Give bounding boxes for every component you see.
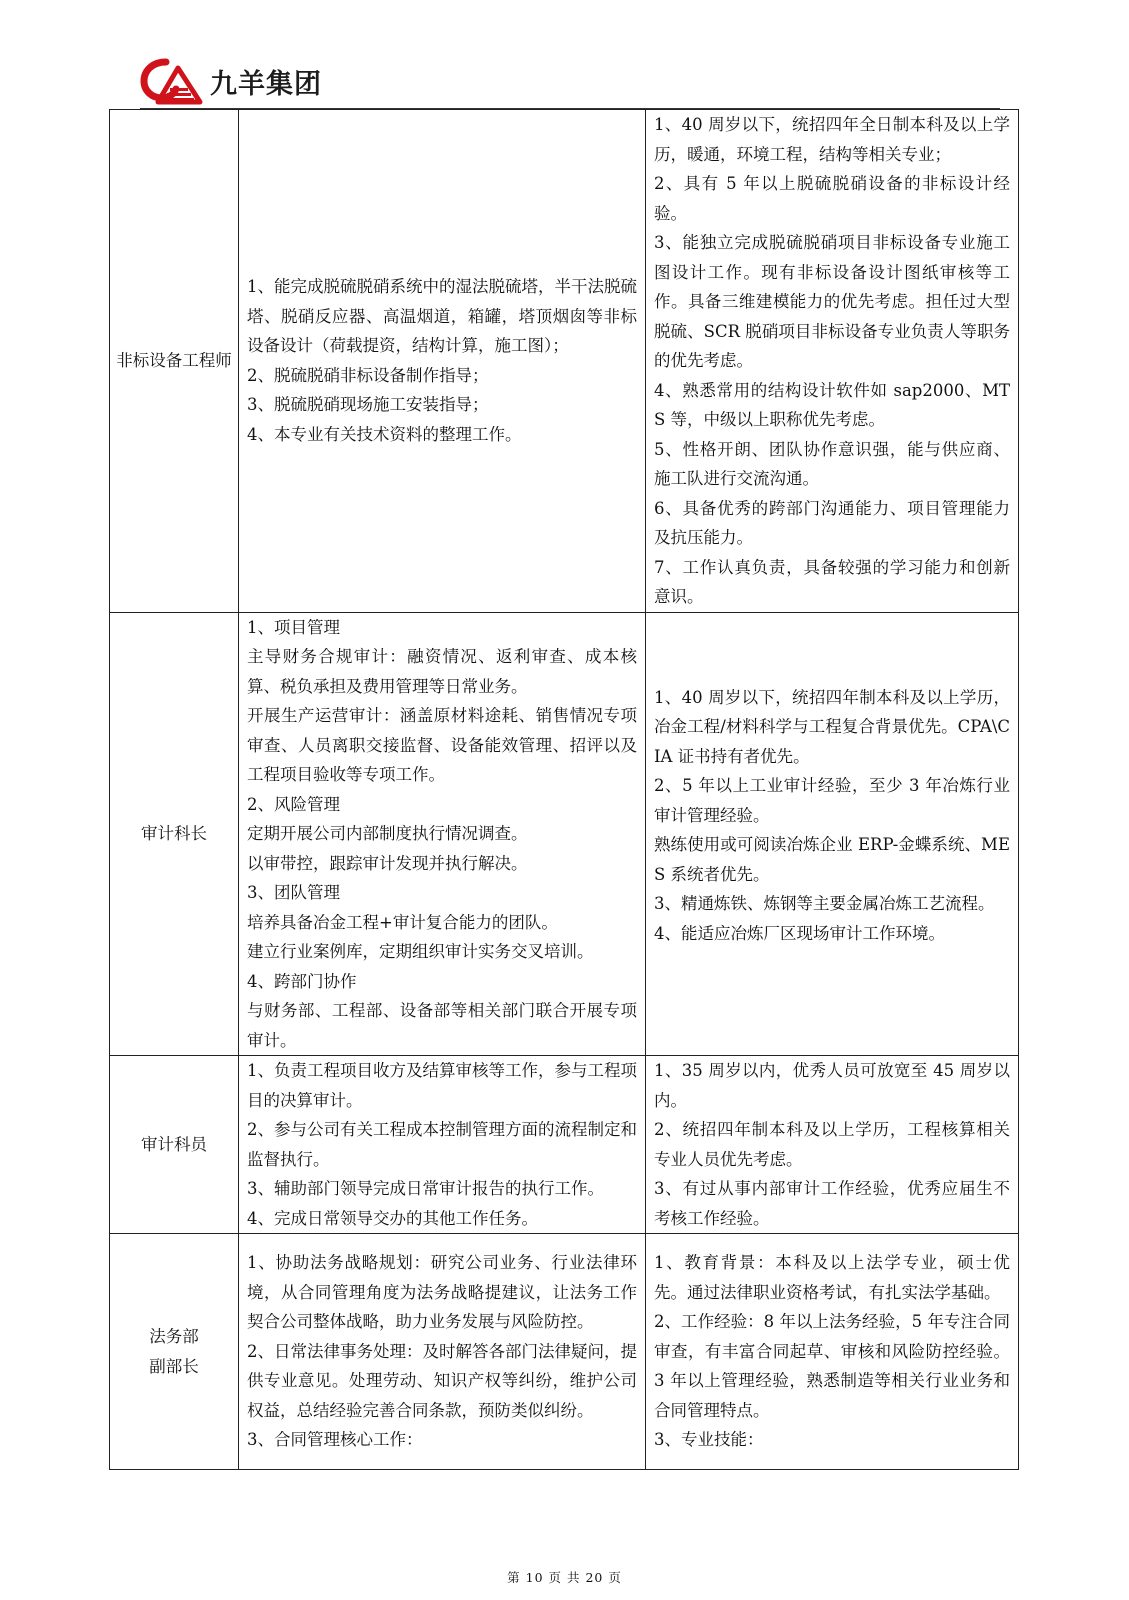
duty-item: 1、负责工程项目收方及结算审核等工作，参与工程项目的决算审计。 [247,1061,637,1110]
duties-cell [239,110,646,613]
requirements-cell [646,612,1019,1056]
requirement-item: 3、有过从事内部审计工作经验，优秀应届生不考核工作经验。 [654,1179,1010,1228]
requirement-item: 1、教育背景：本科及以上法学专业，硕士优先。通过法律职业资格考试，有扎实法学基础。 [654,1253,1010,1302]
requirement-item: 2、5 年以上工业审计经验，至少 3 年冶炼行业审计管理经验。 [654,776,1010,825]
requirements-cell [646,1056,1019,1234]
duty-item: 3、合同管理核心工作： [247,1430,423,1450]
duty-item: 2、脱硫脱硝非标设备制作指导； [247,365,489,385]
requirement-item: 3、能独立完成脱硫脱硝项目非标设备专业施工图设计工作。现有非标设备设计图纸审核等工作。具备三维建模能力的优先考虑。担任过大型脱硫、SCR 脱硝项目非标设备专业负责人等职务的优先考虑。 [654,233,1010,370]
duty-item: 主导财务合规审计：融资情况、返利审查、成本核算、税负承担及费用管理等日常业务。 [247,647,637,696]
requirement-item: 3、精通炼铁、炼钢等主要金属冶炼工艺流程。 [654,894,995,913]
requirement-item: 1、35 周岁以内，优秀人员可放宽至 45 周岁以内。 [654,1061,1010,1110]
requirement-item: 2、工作经验：8 年以上法务经验，5 年专注合同审查，有丰富合同起草、审核和风险防控经验。3 年以上管理经验，熟悉制造等相关行业业务和合同管理特点。 [654,1312,1010,1420]
duty-item: 2、风险管理 [247,794,340,814]
requirement-item: 1、40 周岁以下，统招四年全日制本科及以上学历，暖通，环境工程，结构等相关专业； [654,115,1010,164]
duty-item: 与财务部、工程部、设备部等相关部门联合开展专项审计。 [247,1001,637,1050]
duty-item: 1、项目管理 [247,617,340,637]
duty-item: 3、辅助部门领导完成日常审计报告的执行工作。 [247,1179,604,1198]
job-table [109,109,1019,1470]
requirement-item: 3、专业技能： [654,1430,764,1450]
duty-item: 4、完成日常领导交办的其他工作任务。 [247,1208,538,1228]
duties-cell [239,1234,646,1470]
requirement-item: 2、统招四年制本科及以上学历，工程核算相关专业人员优先考虑。 [654,1120,1010,1169]
duty-item: 4、跨部门协作 [247,971,357,991]
duties-cell [239,1056,646,1234]
requirement-item: 熟练使用或可阅读冶炼企业 ERP-金蝶系统、MES 系统者优先。 [654,835,1010,884]
position-title: 非标设备工程师 [110,110,239,613]
jiuyang-logo-icon [140,56,206,106]
duty-item: 培养具备冶金工程+审计复合能力的团队。 [247,912,558,932]
requirement-item: 5、性格开朗、团队协作意识强，能与供应商、施工队进行交流沟通。 [654,439,1010,488]
duty-item: 3、脱硫脱硝现场施工安装指导； [247,395,489,415]
position-title: 审计科员 [110,1056,239,1234]
requirement-item: 4、能适应冶炼厂区现场审计工作环境。 [654,923,945,943]
duty-item: 开展生产运营审计：涵盖原材料途耗、销售情况专项审查、人员离职交接监督、设备能效管理、招评以及工程项目验收等专项工作。 [247,706,637,784]
page-header [140,56,322,106]
duty-item: 建立行业案例库，定期组织审计实务交叉培训。 [247,942,594,961]
duty-item: 以审带控，跟踪审计发现并执行解决。 [247,853,528,873]
duty-item: 定期开展公司内部制度执行情况调查。 [247,824,528,843]
table-row [110,1234,1019,1470]
requirement-item: 1、40 周岁以下，统招四年制本科及以上学历，冶金工程/材料科学与工程复合背景优先。CPA\CIA 证书持有者优先。 [654,687,1010,766]
position-title-line: 法务部 [149,1327,199,1346]
duty-item: 1、协助法务战略规划：研究公司业务、行业法律环境，从合同管理角度为法务战略提建议，让法务工作契合公司整体战略，助力业务发展与风险防控。 [247,1253,637,1332]
position-title [110,1234,239,1470]
requirement-item: 7、工作认真负责，具备较强的学习能力和创新意识。 [654,557,1010,606]
position-title: 审计科长 [110,612,239,1056]
duty-item: 3、团队管理 [247,883,340,902]
requirements-cell [646,1234,1019,1470]
requirement-item: 2、具有 5 年以上脱硫脱硝设备的非标设计经验。 [654,174,1010,223]
company-name: 九羊集团 [210,68,322,100]
table-row [110,1056,1019,1234]
table-row [110,612,1019,1056]
duty-item: 2、参与公司有关工程成本控制管理方面的流程制定和监督执行。 [247,1120,637,1169]
duty-item: 2、日常法律事务处理：及时解答各部门法律疑问，提供专业意见。处理劳动、知识产权等纠纷，维护公司权益，总结经验完善合同条款，预防类似纠纷。 [247,1341,637,1420]
position-title-line: 副部长 [149,1356,199,1376]
duties-cell [239,612,646,1056]
page-footer: 第 10 页 共 20 页 [507,1570,622,1585]
table-row [110,110,1019,613]
requirements-cell [646,110,1019,613]
requirement-item: 6、具备优秀的跨部门沟通能力、项目管理能力及抗压能力。 [654,498,1010,547]
duty-item: 1、能完成脱硫脱硝系统中的湿法脱硫塔，半干法脱硫塔、脱硝反应器、高温烟道，箱罐，塔顶烟囱等非标设备设计（荷载提资，结构计算，施工图）； [247,277,637,356]
requirement-item: 4、熟悉常用的结构设计软件如 sap2000、MTS 等，中级以上职称优先考虑。 [654,380,1010,429]
duty-item: 4、本专业有关技术资料的整理工作。 [247,424,522,444]
